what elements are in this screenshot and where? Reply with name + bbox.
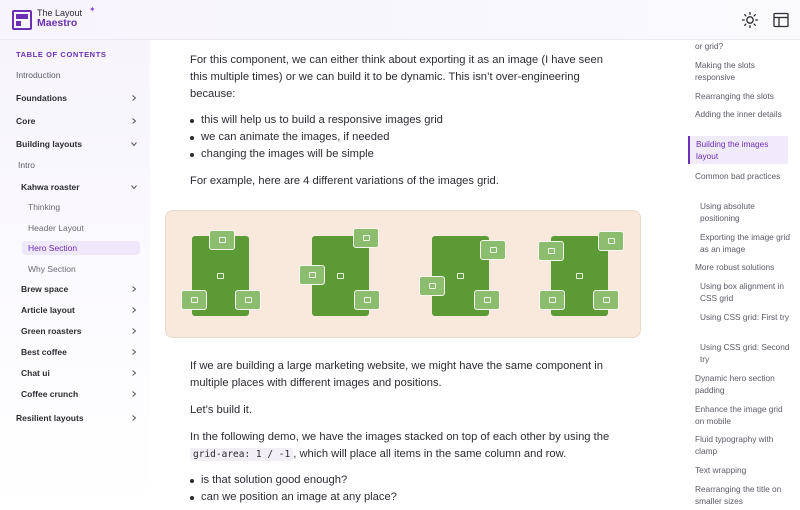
list-item: we can animate the images, if needed (190, 129, 620, 146)
small-image (354, 290, 380, 310)
image-icon (490, 247, 497, 253)
small-image (235, 290, 261, 310)
paragraph-intro: For this component, we can either think about exporting it as an image (I have seen this multiple times) or we can build it to be dynamic. This isn’t over-engineering because: (190, 54, 603, 100)
right-toc (688, 40, 800, 510)
layout-grid-icon[interactable] (772, 11, 790, 29)
chevron-right-icon[interactable] (131, 286, 137, 292)
small-image (299, 265, 325, 285)
small-image (181, 290, 207, 310)
sun-icon[interactable] (741, 11, 759, 29)
toc-link[interactable]: Common bad practices (695, 171, 781, 181)
sidebar-item-hero-section[interactable]: Hero Section (22, 241, 140, 255)
toc-link[interactable]: Adding the inner details (695, 109, 782, 119)
chevron-down-icon[interactable] (131, 184, 137, 190)
small-image (598, 231, 624, 251)
toc-link[interactable]: Text wrapping (695, 465, 747, 475)
image-icon (603, 297, 610, 303)
toc-link[interactable]: Rearranging the slots (695, 91, 774, 101)
toc-link[interactable]: Using CSS grid: Second try (700, 342, 790, 364)
toc-link[interactable]: More robust solutions (695, 262, 775, 272)
image-icon (245, 297, 252, 303)
top-bar (0, 0, 800, 40)
sidebar-item-why-section[interactable]: Why Section (28, 264, 76, 274)
toc-link[interactable]: Dynamic hero section padding (695, 373, 775, 395)
paragraph-build-it: Let’s build it. (190, 404, 252, 416)
toc-title: TABLE OF CONTENTS (16, 50, 107, 59)
logo-line1: The Layout (37, 8, 83, 18)
sidebar-item-best-coffee[interactable]: Best coffee (21, 347, 67, 357)
toc-link[interactable]: Enhance the image grid on mobile (695, 404, 783, 426)
small-image (474, 290, 500, 310)
sidebar-item-coffee-crunch[interactable]: Coffee crunch (21, 389, 79, 399)
sidebar-item-brew-space[interactable]: Brew space (21, 284, 69, 294)
list-item: changing the images will be simple (190, 146, 620, 163)
chevron-right-icon[interactable] (131, 415, 137, 421)
grid-variant-1 (180, 211, 280, 339)
toc-link[interactable]: Using box alignment in CSS grid (700, 281, 784, 303)
chevron-down-icon[interactable] (131, 141, 137, 147)
sidebar-item-article-layout[interactable]: Article layout (21, 305, 75, 315)
list-item: is that solution good enough? (190, 472, 620, 489)
chevron-right-icon[interactable] (131, 349, 137, 355)
sparkle-icon: ✦ (89, 5, 96, 14)
image-icon (457, 273, 464, 279)
list-item: can we position an image at any place? (190, 489, 620, 506)
small-image (593, 290, 619, 310)
image-icon (191, 297, 198, 303)
sidebar-item-header-layout[interactable]: Header Layout (28, 223, 84, 233)
image-icon (219, 237, 226, 243)
images-grid-demo (165, 210, 641, 338)
sidebar-item-green-roasters[interactable]: Green roasters (21, 326, 82, 336)
inline-code: grid-area: 1 / -1 (190, 448, 293, 461)
paragraph-demo: In the following demo, we have the images stacked on top of each other by using the grid-area: 1 / -1 , which will place all items in the same column and row. (190, 431, 610, 460)
chevron-right-icon[interactable] (131, 118, 137, 124)
small-image (538, 241, 564, 261)
image-icon (337, 273, 344, 279)
image-icon (364, 297, 371, 303)
image-icon (217, 273, 224, 279)
logo-line2: Maestro (37, 17, 78, 29)
logo-icon (12, 10, 32, 30)
toc-link[interactable]: or grid? (695, 41, 724, 51)
toc-link[interactable]: Fluid typography with clamp (695, 434, 774, 456)
small-image (539, 290, 565, 310)
chevron-right-icon[interactable] (131, 95, 137, 101)
paragraph-variations: For example, here are 4 different variations of the images grid. (190, 175, 499, 187)
image-icon (429, 283, 436, 289)
sidebar-item-intro[interactable]: Intro (18, 160, 36, 170)
grid-variant-3 (419, 211, 519, 339)
sidebar-item-kahwa-roaster[interactable]: Kahwa roaster (21, 182, 80, 192)
sidebar-item-core[interactable]: Core (16, 116, 36, 126)
small-image (480, 240, 506, 260)
small-image (209, 230, 235, 250)
chevron-right-icon[interactable] (131, 370, 137, 376)
image-icon (576, 273, 583, 279)
grid-variant-2 (299, 211, 399, 339)
image-icon (309, 272, 316, 278)
toc-link[interactable]: Making the slots responsive (695, 60, 755, 82)
image-icon (608, 238, 615, 244)
chevron-right-icon[interactable] (131, 328, 137, 334)
bullet-list-reasons (190, 112, 620, 163)
image-icon (549, 297, 556, 303)
grid-variant-4 (538, 211, 638, 339)
chevron-right-icon[interactable] (131, 391, 137, 397)
bullet-list-questions (190, 472, 620, 506)
image-icon (484, 297, 491, 303)
list-item: this will help us to build a responsive images grid (190, 112, 620, 129)
toc-link[interactable]: Using absolute positioning (700, 201, 755, 223)
sidebar-item-foundations[interactable]: Foundations (16, 93, 67, 103)
small-image (353, 228, 379, 248)
sidebar-item-chat-ui[interactable]: Chat ui (21, 368, 50, 378)
article-content (165, 40, 645, 510)
sidebar-item-building-layouts[interactable]: Building layouts (16, 139, 83, 149)
toc-link[interactable]: Rearranging the title on smaller sizes (695, 484, 782, 506)
logo[interactable] (12, 5, 96, 30)
image-icon (363, 235, 370, 241)
sidebar-item-introduction[interactable]: Introduction (16, 70, 61, 80)
toc-link[interactable]: Exporting the image grid as an image (700, 232, 790, 254)
paragraph-marketing: If we are building a large marketing website, we might have the same component in multiple places with different images and positions. (190, 360, 603, 389)
chevron-right-icon[interactable] (131, 307, 137, 313)
toc-link[interactable]: Using CSS grid: First try (700, 312, 789, 322)
toc-link-active[interactable]: Building the images layout (688, 136, 788, 164)
sidebar (0, 40, 150, 510)
sidebar-item-resilient-layouts[interactable]: Resilient layouts (16, 413, 84, 423)
small-image (419, 276, 445, 296)
sidebar-item-thinking[interactable]: Thinking (28, 202, 61, 212)
image-icon (548, 248, 555, 254)
